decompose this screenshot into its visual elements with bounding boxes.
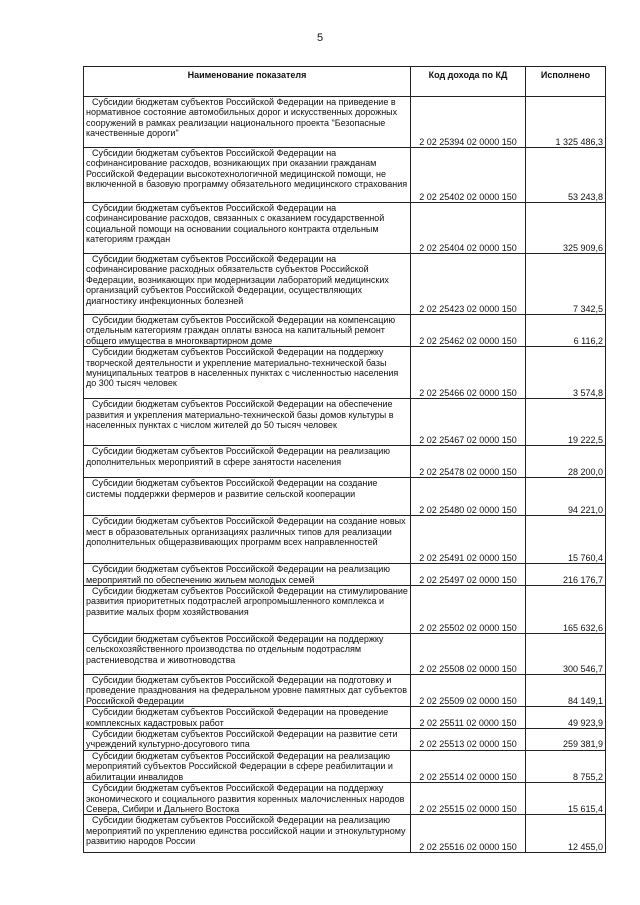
table-row [84, 586, 606, 634]
table-row [84, 347, 606, 399]
row-value: 1 325 486,3 [526, 97, 606, 148]
row-value: 28 200,0 [526, 446, 606, 478]
row-value: 300 546,7 [526, 634, 606, 675]
row-name: Субсидии бюджетам субъектов Российской Федерации на реализацию дополнительных мероприятий в сфере занятости населения [84, 446, 411, 478]
table-row [84, 446, 606, 478]
row-value: 19 222,5 [526, 399, 606, 446]
column-header-name: Наименование показателя [84, 67, 411, 97]
table-row [84, 675, 606, 707]
row-value: 7 342,5 [526, 254, 606, 315]
row-name: Субсидии бюджетам субъектов Российской Федерации на поддержку сельскохозяйственного производства по отдельным подотраслям растениеводства и животноводства [84, 634, 411, 675]
table-row [84, 254, 606, 315]
page-number: 5 [316, 32, 324, 44]
row-value: 8 755,2 [526, 750, 606, 782]
row-code: 2 02 25502 02 0000 150 [411, 586, 526, 634]
row-code: 2 02 25511 02 0000 150 [411, 707, 526, 729]
row-name: Субсидии бюджетам субъектов Российской Федерации на софинансирование расходных обязательств субъектов Российской Федерации, возникающих при модернизации лабораторий медицинских организаций субъектов Российской Федерации, осуществляющих диагностику инфекционных болезней [84, 254, 411, 315]
row-code: 2 02 25515 02 0000 150 [411, 783, 526, 815]
row-code: 2 02 25509 02 0000 150 [411, 675, 526, 707]
row-code: 2 02 25513 02 0000 150 [411, 729, 526, 751]
table-row [84, 750, 606, 782]
table-row [84, 97, 606, 148]
table-row [84, 564, 606, 586]
row-code: 2 02 25467 02 0000 150 [411, 399, 526, 446]
row-name: Субсидии бюджетам субъектов Российской Федерации на поддержку творческой деятельности и укрепление материально-технической базы муниципальных театров в населенных пунктах с численностью населения до 300 тысяч человек [84, 347, 411, 399]
table-row [84, 634, 606, 675]
table-header-row [84, 67, 606, 97]
row-code: 2 02 25480 02 0000 150 [411, 478, 526, 516]
table-row [84, 478, 606, 516]
row-name: Субсидии бюджетам субъектов Российской Федерации на подготовку и проведение празднования на федеральном уровне памятных дат субъектов Российской Федерации [84, 675, 411, 707]
row-code: 2 02 25462 02 0000 150 [411, 315, 526, 347]
row-value: 165 632,6 [526, 586, 606, 634]
row-code: 2 02 25497 02 0000 150 [411, 564, 526, 586]
row-value: 84 149,1 [526, 675, 606, 707]
table-row [84, 783, 606, 815]
table-row [84, 203, 606, 254]
table-row [84, 516, 606, 564]
row-value: 94 221,0 [526, 478, 606, 516]
row-name: Субсидии бюджетам субъектов Российской Федерации на создание новых мест в образовательных организациях различных типов для реализации дополнительных общеразвивающих программ всех направленностей [84, 516, 411, 564]
table-row [84, 707, 606, 729]
row-name: Субсидии бюджетам субъектов Российской Федерации на развитие сети учреждений культурно-досугового типа [84, 729, 411, 751]
row-name: Субсидии бюджетам субъектов Российской Федерации на реализацию мероприятий по укреплению единства российской нации и этнокультурному развитию народов России [84, 815, 411, 853]
row-value: 15 615,4 [526, 783, 606, 815]
row-name: Субсидии бюджетам субъектов Российской Федерации на создание системы поддержки фермеров и развитие сельской кооперации [84, 478, 411, 516]
row-value: 3 574,8 [526, 347, 606, 399]
table-row [84, 815, 606, 853]
row-code: 2 02 25516 02 0000 150 [411, 815, 526, 853]
row-value: 325 909,6 [526, 203, 606, 254]
row-name: Субсидии бюджетам субъектов Российской Федерации на стимулирование развития приоритетных подотраслей агропромышленного комплекса и развитие малых форм хозяйствования [84, 586, 411, 634]
table-row [84, 315, 606, 347]
row-value: 259 381,9 [526, 729, 606, 751]
row-name: Субсидии бюджетам субъектов Российской Федерации на проведение комплексных кадастровых работ [84, 707, 411, 729]
row-name: Субсидии бюджетам субъектов Российской Федерации на софинансирование расходов, возникающих при оказании гражданам Российской Федерации высокотехнологичной медицинской помощи, не включенной в базовую программу обязательного медицинского страхования [84, 148, 411, 203]
row-name: Субсидии бюджетам субъектов Российской Федерации на приведение в нормативное состояние автомобильных дорог и искусственных дорожных сооружений в рамках реализации национального проекта "Безопасные качественные дороги" [84, 97, 411, 148]
row-code: 2 02 25402 02 0000 150 [411, 148, 526, 203]
row-name: Субсидии бюджетам субъектов Российской Федерации на реализацию мероприятий субъектов Российской Федерации в сфере реабилитации и абилитации инвалидов [84, 750, 411, 782]
row-value: 216 176,7 [526, 564, 606, 586]
row-name: Субсидии бюджетам субъектов Российской Федерации на поддержку экономического и социального развития коренных малочисленных народов Севера, Сибири и Дальнего Востока [84, 783, 411, 815]
row-value: 49 923,9 [526, 707, 606, 729]
table-row [84, 729, 606, 751]
column-header-code: Код дохода по КД [411, 67, 526, 97]
row-value: 12 455,0 [526, 815, 606, 853]
revenue-table [83, 66, 606, 853]
column-header-executed: Исполнено [526, 67, 606, 97]
row-code: 2 02 25394 02 0000 150 [411, 97, 526, 148]
row-code: 2 02 25508 02 0000 150 [411, 634, 526, 675]
row-code: 2 02 25423 02 0000 150 [411, 254, 526, 315]
row-value: 6 116,2 [526, 315, 606, 347]
row-name: Субсидии бюджетам субъектов Российской Федерации на компенсацию отдельным категориям граждан оплаты взноса на капитальный ремонт общего имущества в многоквартирном доме [84, 315, 411, 347]
table-row [84, 148, 606, 203]
row-code: 2 02 25491 02 0000 150 [411, 516, 526, 564]
row-name: Субсидии бюджетам субъектов Российской Федерации на реализацию мероприятий по обеспечению жильем молодых семей [84, 564, 411, 586]
row-code: 2 02 25466 02 0000 150 [411, 347, 526, 399]
row-name: Субсидии бюджетам субъектов Российской Федерации на обеспечение развития и укрепления материально-технической базы домов культуры в населенных пунктах с числом жителей до 50 тысяч человек [84, 399, 411, 446]
row-name: Субсидии бюджетам субъектов Российской Федерации на софинансирование расходов, связанных с оказанием государственной социальной помощи на основании социального контракта отдельным категориям граждан [84, 203, 411, 254]
row-code: 2 02 25404 02 0000 150 [411, 203, 526, 254]
row-code: 2 02 25514 02 0000 150 [411, 750, 526, 782]
row-value: 53 243,8 [526, 148, 606, 203]
row-value: 15 760,4 [526, 516, 606, 564]
row-code: 2 02 25478 02 0000 150 [411, 446, 526, 478]
table-row [84, 399, 606, 446]
